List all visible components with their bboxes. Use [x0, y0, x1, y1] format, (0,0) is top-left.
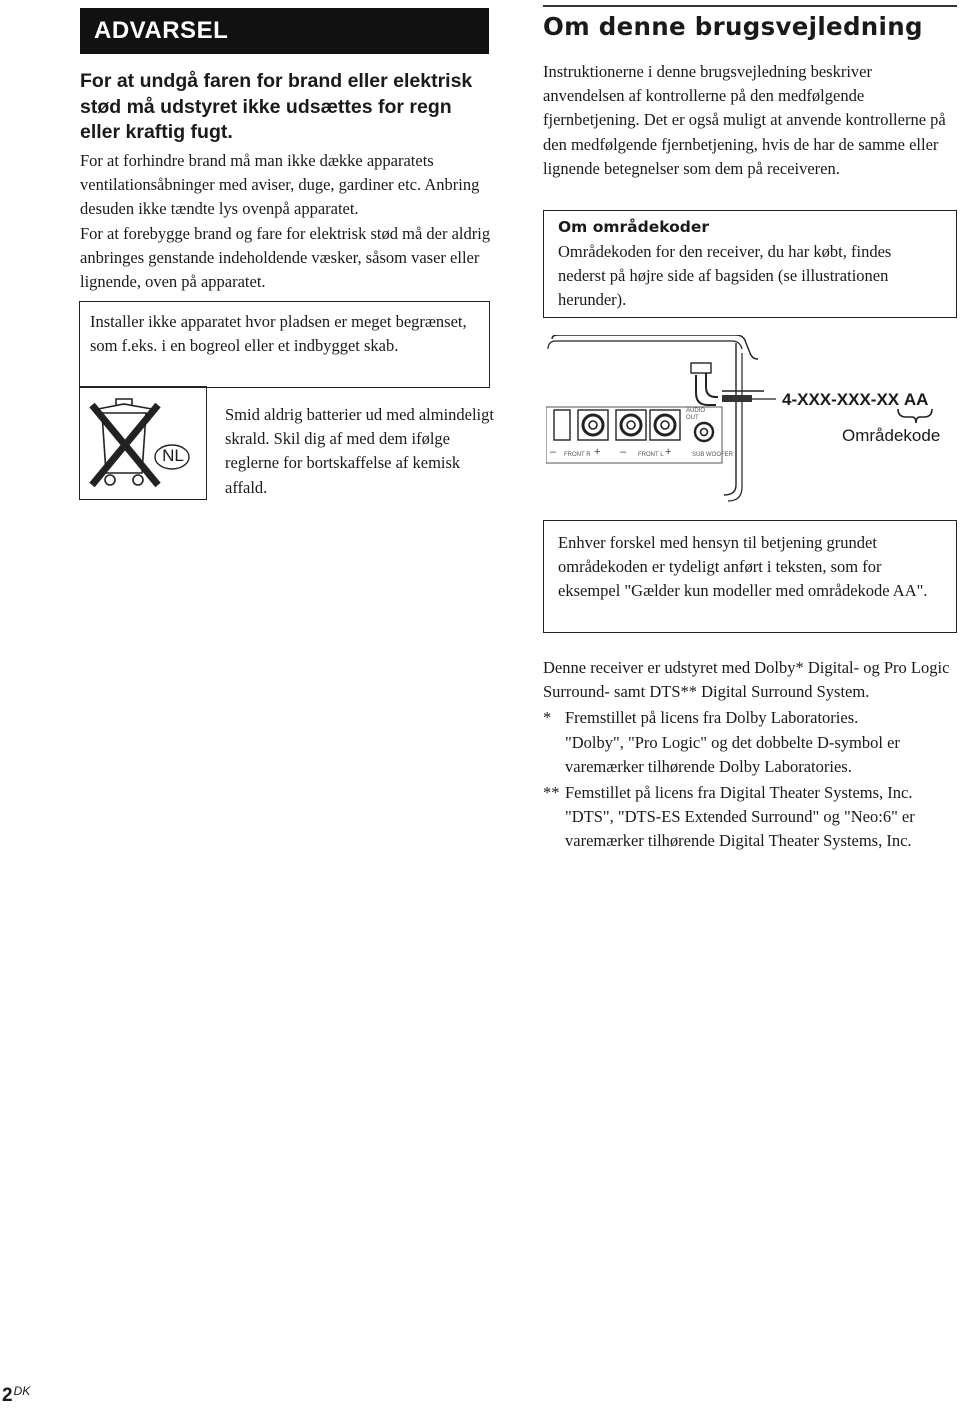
area-code-label: Områdekode: [842, 426, 941, 445]
footnote-mark: **: [543, 783, 560, 803]
intro-paragraph: Instruktionerne i denne brugsvejledning beskriver anvendelsen af kontrollerne på den medfølgende fjernbetjening. Det er også muligt at anvende kontrollerne på den medfølgende fjernbetjening, hvis de har de samme eller lignende betegnelser som dem på receiveren.: [543, 62, 946, 178]
area-code-difference-box: [543, 520, 957, 633]
dolby-dts-intro: Denne receiver er udstyret med Dolby* Digital- og Pro Logic Surround- samt DTS** Digital Surround System.: [543, 658, 950, 702]
dts-footnote: [543, 781, 959, 854]
install-note-box: [79, 301, 490, 388]
footnote-mark: *: [543, 708, 552, 728]
svg-text:–: –: [550, 446, 557, 458]
section-title: Om denne brugsvejledning: [543, 12, 923, 41]
front-l-label: FRONT L: [638, 452, 664, 458]
svg-text:–: –: [620, 446, 627, 458]
battery-badge: NL: [162, 446, 184, 465]
warning-body: [80, 149, 492, 294]
model-number: 4-XXX-XXX-XX AA: [782, 390, 929, 409]
crossed-bin-icon: [80, 387, 205, 498]
battery-disposal-text: Smid aldrig batterier ud med almindeligt skrald. Skil dig af med dem ifølge reglerne for bortskaffelse af kemisk affald.: [225, 405, 494, 497]
section-rule: [543, 5, 957, 7]
warning-banner-label: ADVARSEL: [94, 17, 229, 44]
battery-disposal-symbol: [79, 386, 207, 500]
svg-text:+: +: [665, 446, 672, 458]
language-code: DK: [13, 1384, 31, 1398]
footnote-line: "DTS", "DTS-ES Extended Surround" og "Neo:6" er varemærker tilhørende Digital Theater Systems, Inc.: [565, 807, 915, 851]
page-number: $2^{DK}$: [2, 1384, 31, 1406]
area-code-box: [543, 210, 957, 318]
audio-out-label: AUDIO OUT: [686, 408, 706, 421]
area-code-text: Områdekoden for den receiver, du har købt, findes nederst på højre side af bagsiden (se illustrationen herunder).: [558, 242, 892, 310]
front-r-label: FRONT R: [564, 452, 591, 458]
svg-text:+: +: [594, 446, 601, 458]
warning-banner: [80, 8, 489, 54]
area-code-heading: Om områdekoder: [558, 218, 710, 236]
subwoofer-label: SUB WOOFER: [692, 452, 734, 458]
rear-panel-diagram: [546, 335, 956, 505]
liquid-paragraph: For at forebygge brand og fare for elektrisk stød må der aldrig anbringes genstande indeholdende væsker, såsom vaser eller lignende, oven på apparatet.: [80, 223, 491, 292]
footnote-line: Fremstillet på licens fra Dolby Laboratories.: [565, 708, 859, 728]
footnote-line: Femstillet på licens fra Digital Theater Systems, Inc.: [565, 783, 913, 803]
install-note: Installer ikke apparatet hvor pladsen er meget begrænset, som f.eks. i en bogreol eller et indbygget skab.: [90, 312, 467, 356]
area-code-difference-text: Enhver forskel med hensyn til betjening grundet områdekoden er tydeligt anført i teksten, som for eksempel "Gælder kun modeller med områdekode AA".: [558, 533, 928, 601]
warning-heading: For at undgå faren for brand eller elektrisk stød må udstyret ikke udsættes for regn eller kraftig fugt.: [80, 70, 473, 143]
dolby-footnote: [543, 706, 959, 779]
ventilation-paragraph: For at forhindre brand må man ikke dække apparatets ventilationsåbninger med aviser, duge, gardiner etc. Anbring desuden ikke tændte lys ovenpå apparatet.: [80, 151, 480, 219]
trademark-section: [543, 656, 959, 854]
footnote-line: "Dolby", "Pro Logic" og det dobbelte D-symbol er varemærker tilhørende Dolby Laboratories.: [565, 732, 900, 776]
area-code-value: AA: [903, 390, 929, 409]
